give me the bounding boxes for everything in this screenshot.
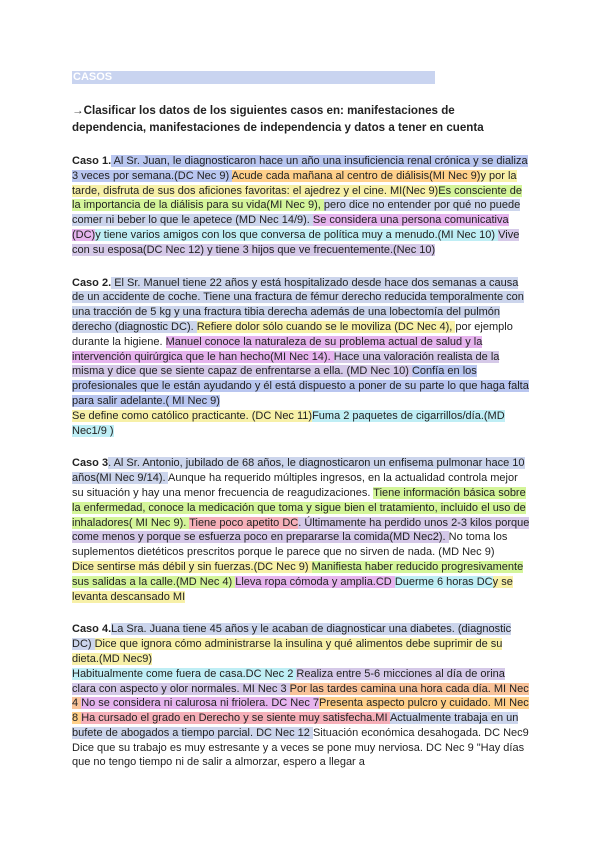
cases-container — [72, 154, 530, 770]
section-title: CASOS — [72, 71, 435, 84]
case-text-segment: Es consciente de la importancia de la diálisis para su vida(MI Nec 9), — [72, 184, 523, 212]
case-text-segment: y tiene varios amigos con los que conversa de política muy a menudo.(MI Nec 10) — [95, 228, 499, 241]
instruction-heading: →Clasificar los datos de los siguientes casos en: manifestaciones de dependencia, manifestaciones de independencia y datos a tener en cuenta — [72, 104, 484, 134]
case-text-segment: El Sr. Manuel tiene 22 años y está hospitalizado desde hace dos semanas a causa de un accidente de coche. Tiene una fractura de fémur derecho reducida temporalmente con una tracción de 5 kg y una fractura tibia derecha además de una lobectomía del pulmón derecho (diagnostic DC). — [72, 276, 524, 333]
case-text-segment: Al Sr. Juan, le diagnosticaron hace un año una insuficiencia renal crónica y se dializa 3 veces por semana.(DC Nec 9) — [72, 155, 528, 182]
case-text-segment: Por las tardes camina una hora cada día. MI Nec 4 — [72, 682, 529, 710]
case-text-segment: Manifiesta haber reducido progresivamente sus salidas a la calle.(MD Nec 4) — [72, 560, 524, 588]
case-paragraph — [72, 456, 530, 604]
case-text-segment: Refiere dolor sólo cuando se le moviliza (DC Nec 4), — [196, 320, 456, 333]
case-text-segment: Aunque ha requerido múltiples ingresos, en la actualidad controla mejor su situación y hay una menor frecuencia de reagudizaciones. — [72, 472, 518, 499]
case-text-segment: Lleva ropa cómoda y amplia.CD — [235, 575, 395, 588]
case-text-segment: Dice sentirse más débil y sin fuerzas.(DC Nec 9) — [72, 560, 312, 573]
case-paragraph — [72, 154, 530, 258]
case-text-segment: Tiene poco apetito DC — [189, 516, 299, 529]
case-paragraph — [72, 622, 530, 770]
case-text-segment: Situación económica desahogada. DC Nec9 Dice que su trabajo es muy estresante y a veces se pone muy nerviosa. DC Nec 9 "Hay días que no tengo tiempo ni de salir a almorzar, espero a llegar a — [72, 726, 529, 769]
case-text-segment: por ejemplo durante la higiene. — [72, 320, 513, 348]
case-paragraph — [72, 276, 530, 439]
case-text-segment: Ha cursado el grado en Derecho y se siente muy satisfecha.MI — [81, 712, 390, 725]
case-text-segment: Fuma 2 paquetes de cigarrillos/día.(MD Nec1/9 ) — [72, 409, 505, 437]
case-text-segment: y por la tarde, disfruta de sus dos aficiones favoritas: el ajedrez y el cine. MI(Nec 9) — [72, 169, 517, 197]
case-text-segment: Se define como católico practicante. (DC Nec 11) — [72, 409, 313, 422]
case-text-segment: . Al Sr. Antonio, jubilado de 68 años, le diagnosticaron un enfisema pulmonar hace 10 años(MI Nec 9/14). — [72, 457, 525, 485]
case-text-segment: Actualmente trabaja en un bufete de abogados a tiempo parcial. DC Nec 12 — [72, 712, 519, 739]
case-text-segment: Hace una valoración realista de la misma y dice que se siente capaz de enfrentarse a ella. (MD Nec 10) — [72, 350, 500, 378]
case-text-segment: No toma los suplementos dietéticos prescritos porque le parece que no sirven de nada. (MD Nec 9) — [72, 531, 508, 559]
case-text-segment: Realiza entre 5-6 micciones al día de orina clara con aspecto y olor normales. MI Nec 3 — [72, 667, 505, 695]
case-text-segment: . Últimamente ha perdido unos 2-3 kilos porque come menos y porque se esfuerza poco en prepararse la comida(MD Nec2). — [72, 516, 530, 544]
case-text-segment: Duerme 6 horas DC — [394, 575, 493, 588]
case-text-segment: Confía en los profesionales que le están ayudando y él está dispuesto a poner de su parte lo que haga falta para salir adelante.( MI Nec 9) — [72, 365, 529, 407]
case-text-segment: Tiene información básica sobre la enfermedad, conoce la medicación que toma y sigue bien el tratamiento, incluido el uso de inhaladores( MI Nec 9). — [72, 486, 526, 529]
case-label: Caso 1. — [72, 155, 112, 167]
case-text-segment: y se levanta descansado MI — [72, 575, 513, 603]
case-text-segment: Dice que ignora cómo administrarse la insulina y qué alimentos debe suprimir de su dieta.(MD Nec9) — [72, 638, 503, 665]
case-text-segment: Manuel conoce la naturaleza de su problema actual de salud y la intervención quirúrgica que le han hecho(MI Nec 14). — [72, 335, 483, 363]
case-text-segment: No se considera ni calurosa ni friolera. DC Nec 7 — [81, 697, 320, 710]
case-label: Caso 3 — [72, 457, 109, 470]
case-text-segment: pero dice no entender por qué no puede comer ni beber lo que le apetece (MD Nec 14/9). — [72, 199, 521, 227]
case-text-segment: Se considera una persona comunicativa (DC) — [72, 214, 509, 241]
case-label: Caso 2. — [72, 276, 112, 289]
case-text-segment: Acude cada mañana al centro de diálisis(MI Nec 9) — [231, 169, 481, 182]
case-text-segment: Vive con su esposa(DC Nec 12) y tiene 3 hijos que ve frecuentemente.(Nec 10) — [72, 228, 520, 256]
case-text-segment: Presenta aspecto pulcro y cuidado. MI Nec 8 — [72, 697, 529, 725]
document-page — [72, 71, 530, 770]
case-text-segment: La Sra. Juana tiene 45 años y le acaban de diagnosticar una diabetes. (diagnostic DC) — [72, 623, 512, 651]
case-label: Caso 4. — [72, 623, 112, 636]
case-text-segment: Habitualmente come fuera de casa.DC Nec 2 — [72, 667, 297, 680]
